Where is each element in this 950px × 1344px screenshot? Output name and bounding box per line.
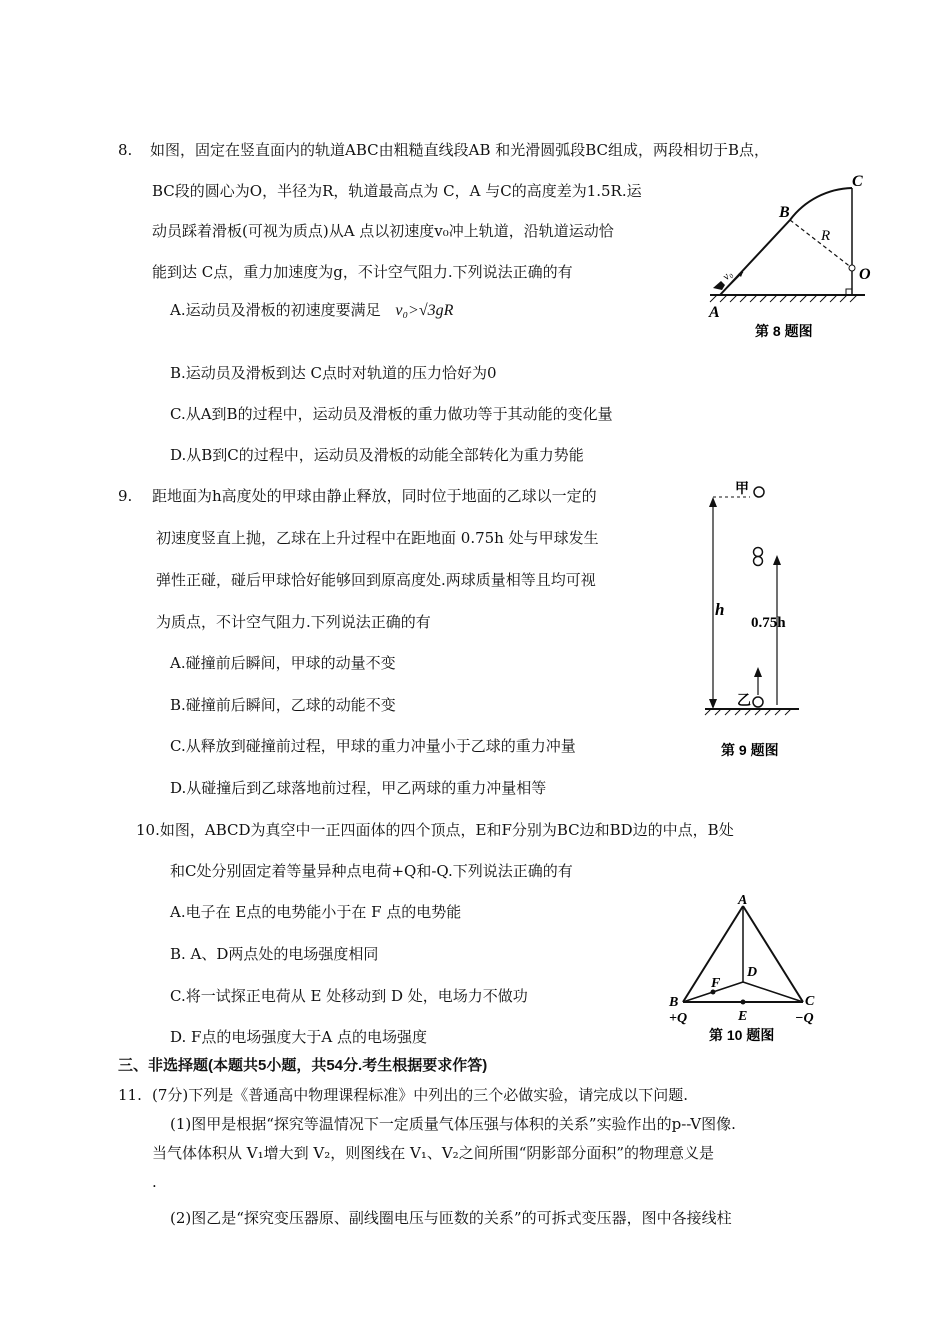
q10-figure: [665, 888, 825, 1048]
q10-option-b: B. A、D两点处的电场强度相同: [170, 945, 379, 963]
label-c: C: [805, 994, 815, 1009]
q9-stem-line1: 距地面为h高度处的甲球由静止释放，同时位于地面的乙球以一定的: [152, 487, 597, 505]
q9-option-b: B.碰撞前后瞬间，乙球的动能不变: [170, 696, 396, 714]
q11-stem-line2: (1)图甲是根据“探究等温情况下一定质量气体压强与体积的关系”实验作出的p--V图像.: [170, 1115, 736, 1133]
label-yi: 乙: [737, 694, 751, 709]
section-3-heading: 三、非选择题(本题共5小题，共54分.考生根据要求作答): [118, 1057, 488, 1074]
track-ab: [720, 220, 790, 295]
q9-option-a: A.碰撞前后瞬间，甲球的动量不变: [170, 654, 396, 672]
q9-stem-line2: 初速度竖直上抛，乙球在上升过程中在距地面 0.75h 处与甲球发生: [156, 529, 599, 547]
ball-collide-top: [754, 548, 763, 557]
q9-stem-line4: 为质点，不计空气阻力.下列说法正确的有: [156, 613, 431, 631]
label-c: C: [852, 173, 863, 190]
label-a: A: [709, 304, 720, 321]
q10-option-a: A.电子在 E点的电势能小于在 F 点的电势能: [170, 903, 462, 921]
q11-stem-line4: .: [152, 1173, 157, 1191]
q8-figure: [695, 170, 885, 345]
q11-stem-line3: 当气体体积从 V₁增大到 V₂，则图线在 V₁、V₂之间所围“阴影部分面积”的物理意义是: [152, 1144, 715, 1162]
track-arc-bc: [790, 188, 852, 220]
q8-option-a-text: A.运动员及滑板的初速度要满足: [170, 301, 381, 319]
q8-option-b: B.运动员及滑板到达 C点时对轨道的压力恰好为0: [170, 364, 497, 382]
q9-stem-line3: 弹性正碰，碰后甲球恰好能够回到原高度处.两球质量相等且均可视: [156, 571, 596, 589]
label-plus-q: +Q: [669, 1011, 688, 1026]
q8-stem-line4: 能到达 C点，重力加速度为g，不计空气阻力.下列说法正确的有: [152, 263, 573, 281]
q9-number: 9.: [118, 487, 133, 505]
q8-stem-line1: 如图，固定在竖直面内的轨道ABC由粗糙直线段AB 和光滑圆弧段BC组成，两段相切于B点，: [150, 141, 770, 159]
label-v0: v₀: [720, 268, 735, 283]
ball-yi: [753, 697, 763, 707]
label-a: A: [738, 893, 748, 908]
q9-option-d: D.从碰撞后到乙球落地前过程，甲乙两球的重力冲量相等: [170, 779, 547, 797]
label-r: R: [821, 228, 831, 244]
label-f: F: [711, 976, 721, 991]
label-b: B: [669, 995, 679, 1010]
ball-jia: [754, 487, 764, 497]
label-075h: 0.75h: [751, 615, 786, 631]
q8-option-d: D.从B到C的过程中，运动员及滑板的动能全部转化为重力势能: [170, 446, 584, 464]
q10-option-d: D. F点的电场强度大于A 点的电场强度: [170, 1028, 428, 1046]
skater-icon: [713, 281, 725, 290]
q8-stem-line2: BC段的圆心为O，半径为R，轨道最高点为 C，A 与C的高度差为1.5R.运: [152, 182, 642, 200]
label-h: h: [715, 600, 725, 619]
q8-option-a-formula: v₀>√3gR: [395, 302, 454, 319]
ball-collide-bottom: [754, 557, 763, 566]
q9-option-c: C.从释放到碰撞前过程，甲球的重力冲量小于乙球的重力冲量: [170, 737, 576, 755]
label-d: D: [747, 965, 758, 980]
label-b: B: [779, 204, 790, 221]
point-e: [741, 1000, 746, 1005]
q8-option-c: C.从A到B的过程中，运动员及滑板的重力做功等于其动能的变化量: [170, 405, 613, 423]
q8-option-a: [170, 300, 453, 321]
q8-stem-line3: 动员踩着滑板(可视为质点)从A 点以初速度v₀冲上轨道，沿轨道运动恰: [152, 222, 614, 240]
q11-stem-line5: (2)图乙是“探究变压器原、副线圈电压与匝数的关系”的可拆式变压器，图中各接线柱: [170, 1209, 732, 1227]
q11-stem-line1: (7分)下列是《普通高中物理课程标准》中列出的三个必做实验，请完成以下问题.: [152, 1086, 689, 1104]
label-jia: 甲: [735, 482, 749, 497]
q10-stem-line1: 10.如图，ABCD为真空中一正四面体的四个顶点，E和F分别为BC边和BD边的中点，B处: [136, 821, 734, 839]
q8-caption: 第 8 题图: [755, 323, 813, 339]
q10-stem-line2: 和C处分别固定着等量异种点电荷+Q和-Q.下列说法正确的有: [170, 862, 573, 880]
q10-caption: 第 10 题图: [709, 1027, 775, 1043]
q9-caption: 第 9 题图: [721, 742, 779, 758]
q8-number: 8.: [118, 141, 133, 159]
label-e: E: [738, 1009, 748, 1024]
label-o: O: [859, 266, 871, 283]
q9-figure: [695, 475, 815, 765]
q10-option-c: C.将一试探正电荷从 E 处移动到 D 处，电场力不做功: [170, 987, 528, 1005]
label-minus-q: −Q: [795, 1011, 814, 1026]
q11-number: 11.: [118, 1086, 142, 1104]
